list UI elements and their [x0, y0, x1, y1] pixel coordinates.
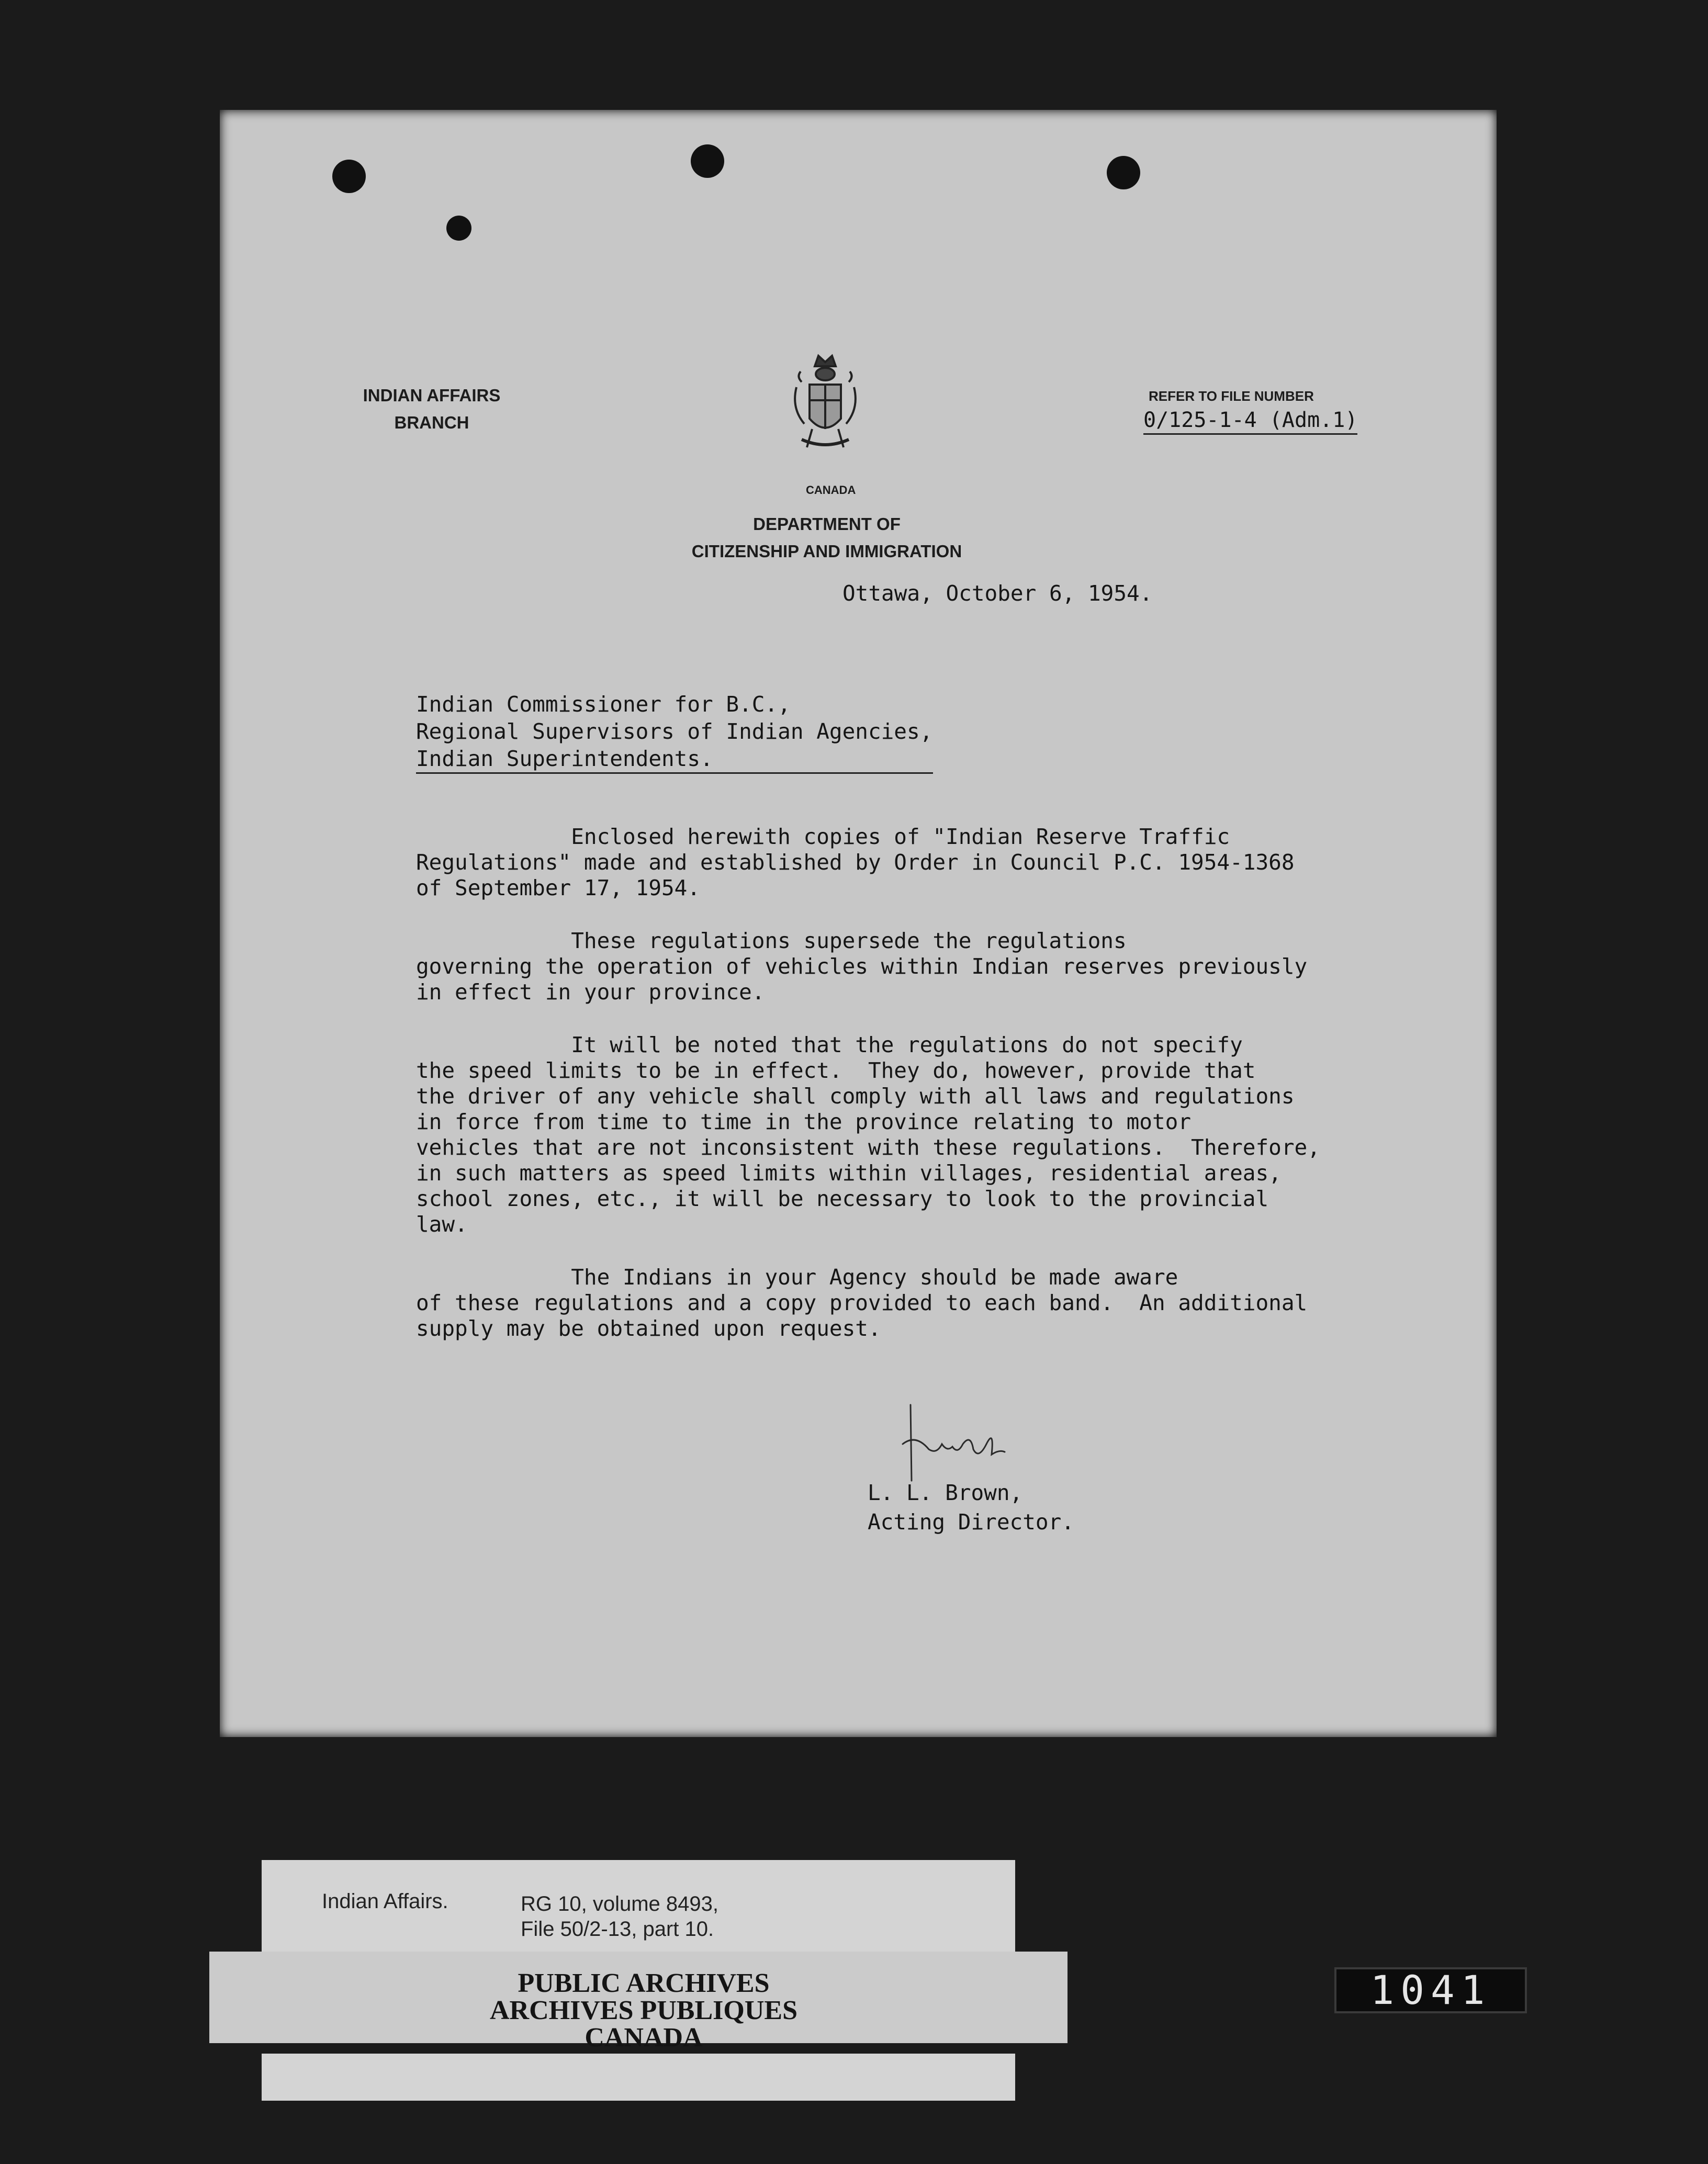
branch-heading [345, 382, 518, 436]
frame-counter: 1041 [1334, 1967, 1527, 2013]
addressee-block [416, 691, 933, 774]
archive-file-reference [521, 1891, 718, 1942]
letter-date: Ottawa, October 6, 1954. [842, 581, 1153, 606]
punch-hole-left-lower [446, 216, 471, 241]
stamp-line-2: ARCHIVES PUBLIQUES [489, 1996, 798, 2025]
addressee-line: Indian Commissioner for B.C., [416, 692, 791, 717]
signer-title: Acting Director. [868, 1509, 1074, 1535]
stamp-line-1: PUBLIC ARCHIVES [518, 1968, 770, 1998]
addressee-line: Indian Superintendents. [416, 745, 933, 774]
body-paragraph: It will be noted that the regulations do not specify the speed limits to be in effect. They do, however, provide that the driver of any vehicle shall comply with all laws and regulations in force from time to time in the province relating to motor vehicles that are not inconsistent with these regulations. Therefore, in such matters as speed limits within villages, residential areas, school zones, etc., it will be necessary to look to the provincial law. [416, 1032, 1320, 1237]
handwritten-signature [879, 1402, 1036, 1486]
department-heading [654, 511, 999, 565]
body-paragraph: These regulations supersede the regulations governing the operation of vehicles within Indian reserves previously in effect in your province. [416, 928, 1308, 1005]
country-label: CANADA [806, 483, 856, 497]
file-number: 0/125-1-4 (Adm.1) [1143, 408, 1357, 435]
punch-hole-center [691, 144, 724, 178]
stamp-line-3: CANADA [585, 2023, 703, 2053]
signer-block [868, 1478, 1074, 1537]
department-line-2: CITIZENSHIP AND IMMIGRATION [691, 542, 962, 561]
punch-hole-right [1107, 156, 1140, 189]
signer-name: L. L. Brown, [868, 1480, 1023, 1505]
branch-line-1: INDIAN AFFAIRS [363, 386, 501, 405]
archive-reference [322, 1889, 448, 1914]
addressee-line: Regional Supervisors of Indian Agencies, [416, 719, 933, 744]
archive-bottom-strip [262, 2054, 1015, 2101]
punch-hole-left [332, 160, 366, 193]
branch-line-2: BRANCH [394, 413, 469, 432]
record-group-line: RG 10, volume 8493, [521, 1892, 718, 1915]
letter-page [220, 110, 1497, 1737]
body-paragraph: Enclosed herewith copies of "Indian Reserve Traffic Regulations" made and established by Order in Council P.C. 1954-1368 of September 17, 1954. [416, 824, 1295, 900]
department-line-1: DEPARTMENT OF [753, 514, 901, 534]
body-paragraph: The Indians in your Agency should be made aware of these regulations and a copy provided to each band. An additional supply may be obtained upon request. [416, 1265, 1308, 1341]
canada-coat-of-arms-icon [786, 351, 864, 460]
public-archives-stamp [408, 1970, 879, 2052]
refer-to-file-label: REFER TO FILE NUMBER [1149, 388, 1314, 404]
collection-name: Indian Affairs. [322, 1890, 448, 1913]
letter-body [416, 824, 1320, 1369]
file-line: File 50/2-13, part 10. [521, 1918, 714, 1941]
